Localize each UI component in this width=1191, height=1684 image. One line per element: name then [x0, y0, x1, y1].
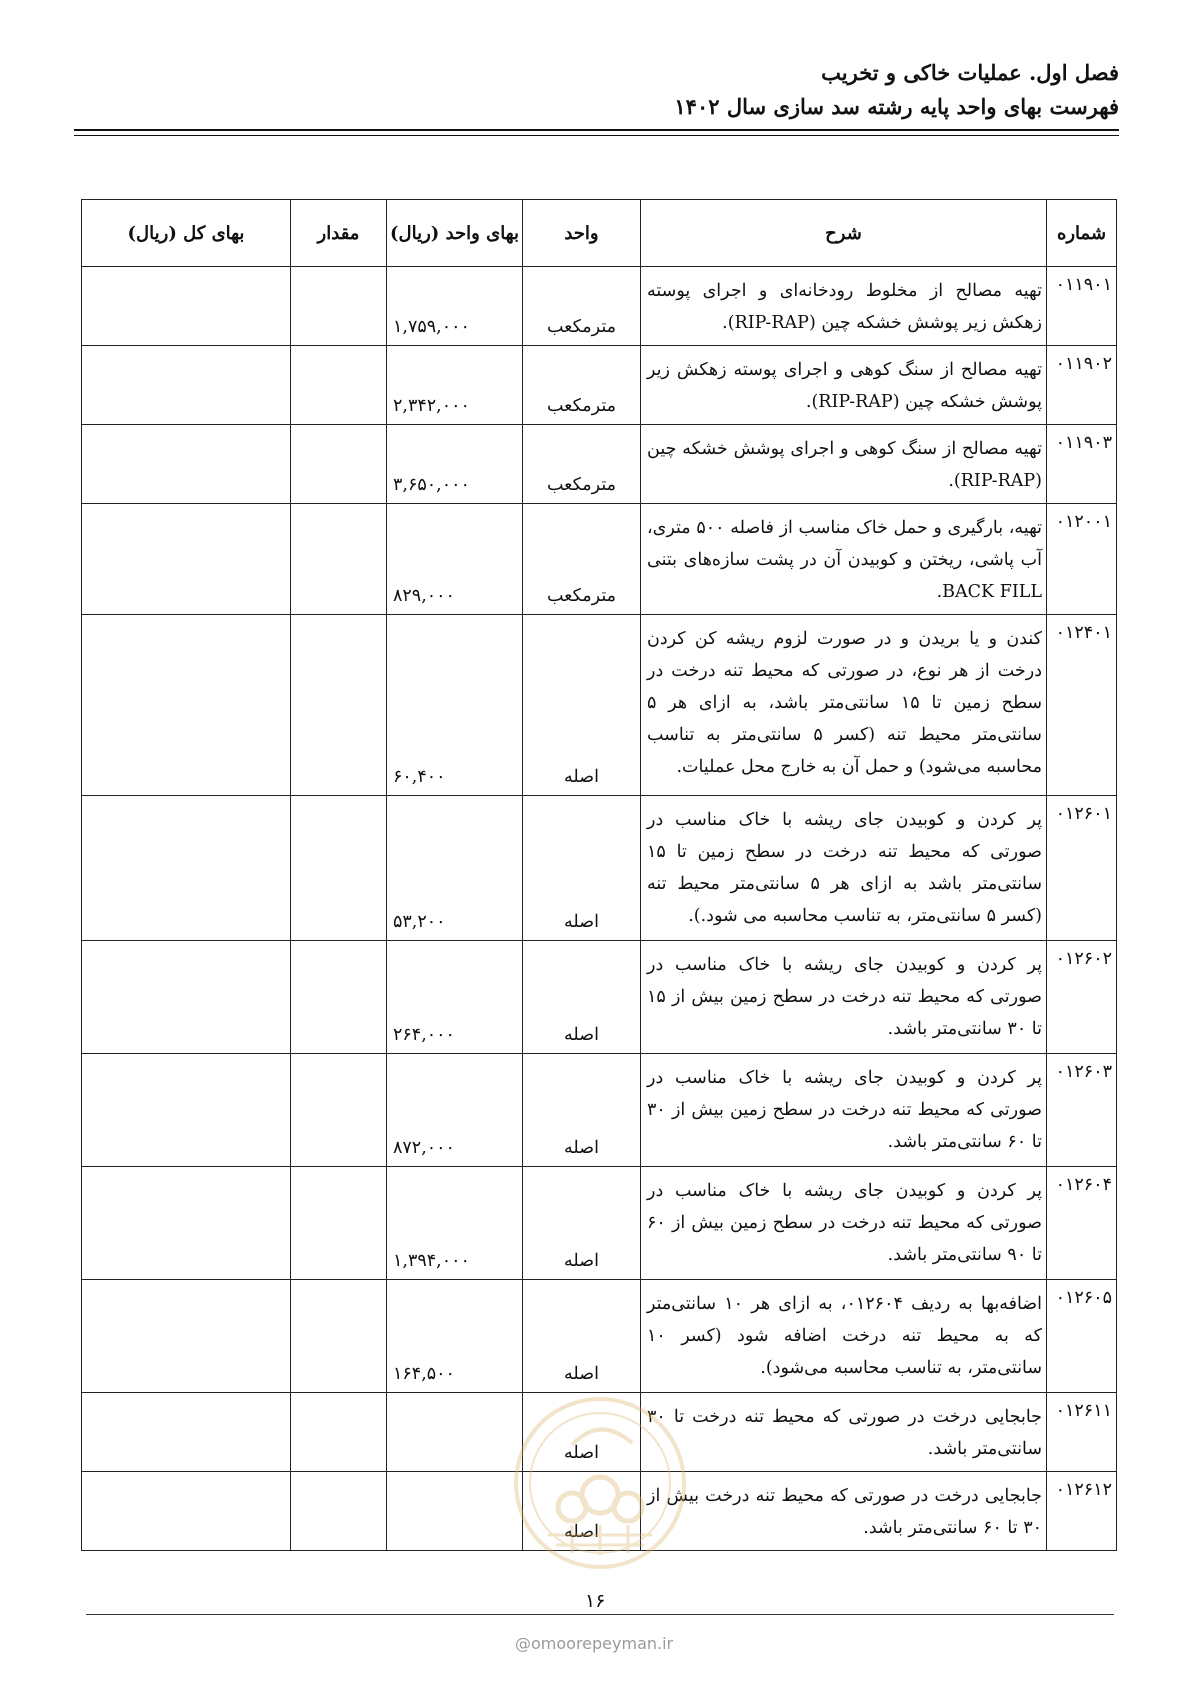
- item-total: [82, 1054, 291, 1167]
- item-unit-price: ۳,۶۵۰,۰۰۰: [387, 425, 523, 504]
- column-header-unit-price: بهای واحد (ریال): [387, 200, 523, 267]
- item-quantity: [291, 1393, 387, 1472]
- item-description: پر کردن و کوبیدن جای ریشه با خاک مناسب در صورتی که محیط تنه درخت در سطح زمین بیش از ۱۵ تا ۳۰ سانتی‌متر باشد.: [641, 941, 1047, 1054]
- header-rule-thin: [74, 135, 1119, 136]
- item-total: [82, 615, 291, 796]
- item-quantity: [291, 1280, 387, 1393]
- item-quantity: [291, 267, 387, 346]
- item-description: تهیه مصالح از سنگ کوهی و اجرای پوشش خشکه چین (RIP-RAP).: [641, 425, 1047, 504]
- item-code: ۰۱۲۶۰۲: [1047, 941, 1117, 1054]
- item-unit: مترمکعب: [523, 425, 641, 504]
- table-row: [82, 1054, 1117, 1167]
- table-row: [82, 1280, 1117, 1393]
- item-total: [82, 504, 291, 615]
- item-total: [82, 425, 291, 504]
- item-unit-price: ۸۲۹,۰۰۰: [387, 504, 523, 615]
- table-header-row: [82, 200, 1117, 267]
- item-unit: اصله: [523, 1393, 641, 1472]
- item-quantity: [291, 615, 387, 796]
- item-code: ۰۱۲۶۱۲: [1047, 1472, 1117, 1551]
- item-quantity: [291, 504, 387, 615]
- item-code: ۰۱۲۴۰۱: [1047, 615, 1117, 796]
- table-row: [82, 1167, 1117, 1280]
- item-quantity: [291, 1472, 387, 1551]
- item-description: پر کردن و کوبیدن جای ریشه با خاک مناسب در صورتی که محیط تنه درخت در سطح زمین تا ۱۵ سانتی‌متر باشد به ازای هر ۵ سانتی‌متر محیط تنه (کسر ۵ سانتی‌متر، به تناسب محاسبه می شود.).: [641, 796, 1047, 941]
- item-unit-price: ۶۰,۴۰۰: [387, 615, 523, 796]
- item-code: ۰۱۲۶۰۱: [1047, 796, 1117, 941]
- column-header-total: بهای کل (ریال): [82, 200, 291, 267]
- footer-rule: [86, 1614, 1114, 1615]
- table-row: [82, 796, 1117, 941]
- item-unit-price: [387, 1393, 523, 1472]
- item-code: ۰۱۲۶۰۴: [1047, 1167, 1117, 1280]
- item-unit: اصله: [523, 796, 641, 941]
- item-total: [82, 346, 291, 425]
- column-header-unit: واحد: [523, 200, 641, 267]
- item-total: [82, 941, 291, 1054]
- item-total: [82, 267, 291, 346]
- item-code: ۰۱۱۹۰۳: [1047, 425, 1117, 504]
- item-quantity: [291, 796, 387, 941]
- item-quantity: [291, 1054, 387, 1167]
- table-row: [82, 615, 1117, 796]
- item-unit: مترمکعب: [523, 504, 641, 615]
- item-total: [82, 1393, 291, 1472]
- item-description: جابجایی درخت در صورتی که محیط تنه درخت تا ۳۰ سانتی‌متر باشد.: [641, 1393, 1047, 1472]
- item-unit: مترمکعب: [523, 346, 641, 425]
- item-total: [82, 1280, 291, 1393]
- item-code: ۰۱۲۰۰۱: [1047, 504, 1117, 615]
- item-code: ۰۱۱۹۰۲: [1047, 346, 1117, 425]
- item-description: کندن و یا بریدن و در صورت لزوم ریشه کن کردن درخت از هر نوع، در صورتی که محیط تنه درخت در سطح زمین تا ۱۵ سانتی‌متر باشد، به ازای هر ۵ سانتی‌متر محیط تنه (کسر ۵ سانتی‌متر به تناسب محاسبه می‌شود) و حمل آن به خارج محل عملیات.: [641, 615, 1047, 796]
- item-description: تهیه مصالح از سنگ کوهی و اجرای پوسته زهکش زیر پوشش خشکه چین (RIP-RAP).: [641, 346, 1047, 425]
- item-unit-price: ۲۶۴,۰۰۰: [387, 941, 523, 1054]
- item-quantity: [291, 425, 387, 504]
- item-total: [82, 1472, 291, 1551]
- item-unit: اصله: [523, 1280, 641, 1393]
- table-row: [82, 941, 1117, 1054]
- column-header-description: شرح: [641, 200, 1047, 267]
- item-unit: مترمکعب: [523, 267, 641, 346]
- header-rule-thick: [74, 129, 1119, 131]
- item-description: جابجایی درخت در صورتی که محیط تنه درخت بیش از ۳۰ تا ۶۰ سانتی‌متر باشد.: [641, 1472, 1047, 1551]
- price-table: [81, 199, 1117, 1551]
- table-row: [82, 346, 1117, 425]
- item-quantity: [291, 346, 387, 425]
- item-description: پر کردن و کوبیدن جای ریشه با خاک مناسب در صورتی که محیط تنه درخت در سطح زمین بیش از ۳۰ تا ۶۰ سانتی‌متر باشد.: [641, 1054, 1047, 1167]
- item-code: ۰۱۲۶۰۵: [1047, 1280, 1117, 1393]
- table-row: [82, 1472, 1117, 1551]
- page-header: [674, 56, 1119, 124]
- item-code: ۰۱۱۹۰۱: [1047, 267, 1117, 346]
- item-code: ۰۱۲۶۰۳: [1047, 1054, 1117, 1167]
- item-unit-price: ۲,۳۴۲,۰۰۰: [387, 346, 523, 425]
- item-unit-price: ۱۶۴,۵۰۰: [387, 1280, 523, 1393]
- item-unit-price: ۸۷۲,۰۰۰: [387, 1054, 523, 1167]
- item-unit-price: ۱,۷۵۹,۰۰۰: [387, 267, 523, 346]
- item-unit: اصله: [523, 1472, 641, 1551]
- item-description: تهیه، بارگیری و حمل خاک مناسب از فاصله ۵۰۰ متری، آب پاشی، ریختن و کوبیدن آن در پشت سازه‌های بتنی BACK FILL.: [641, 504, 1047, 615]
- item-description: تهیه مصالح از مخلوط رودخانه‌ای و اجرای پوسته زهکش زیر پوشش خشکه چین (RIP-RAP).: [641, 267, 1047, 346]
- table-row: [82, 1393, 1117, 1472]
- page-number: ۱۶: [585, 1590, 606, 1612]
- table-row: [82, 504, 1117, 615]
- chapter-title: فصل اول. عملیات خاکی و تخریب: [821, 60, 1119, 85]
- item-unit: اصله: [523, 1167, 641, 1280]
- column-header-quantity: مقدار: [291, 200, 387, 267]
- item-unit-price: ۵۳,۲۰۰: [387, 796, 523, 941]
- item-description: اضافه‌بها به ردیف ۰۱۲۶۰۴، به ازای هر ۱۰ سانتی‌متر که به محیط تنه درخت اضافه شود (کسر ۱۰ سانتی‌متر، به تناسب محاسبه می‌شود).: [641, 1280, 1047, 1393]
- item-description: پر کردن و کوبیدن جای ریشه با خاک مناسب در صورتی که محیط تنه درخت در سطح زمین بیش از ۶۰ تا ۹۰ سانتی‌متر باشد.: [641, 1167, 1047, 1280]
- item-unit: اصله: [523, 615, 641, 796]
- website-watermark: @omoorepeyman.ir: [515, 1634, 674, 1653]
- item-unit-price: [387, 1472, 523, 1551]
- column-header-number: شماره: [1047, 200, 1117, 267]
- table-row: [82, 267, 1117, 346]
- item-quantity: [291, 1167, 387, 1280]
- item-unit-price: ۱,۳۹۴,۰۰۰: [387, 1167, 523, 1280]
- item-quantity: [291, 941, 387, 1054]
- item-unit: اصله: [523, 1054, 641, 1167]
- item-total: [82, 796, 291, 941]
- item-total: [82, 1167, 291, 1280]
- document-subtitle: فهرست بهای واحد پایه رشته سد سازی سال ۱۴۰۲: [674, 94, 1119, 119]
- table-row: [82, 425, 1117, 504]
- item-code: ۰۱۲۶۱۱: [1047, 1393, 1117, 1472]
- item-unit: اصله: [523, 941, 641, 1054]
